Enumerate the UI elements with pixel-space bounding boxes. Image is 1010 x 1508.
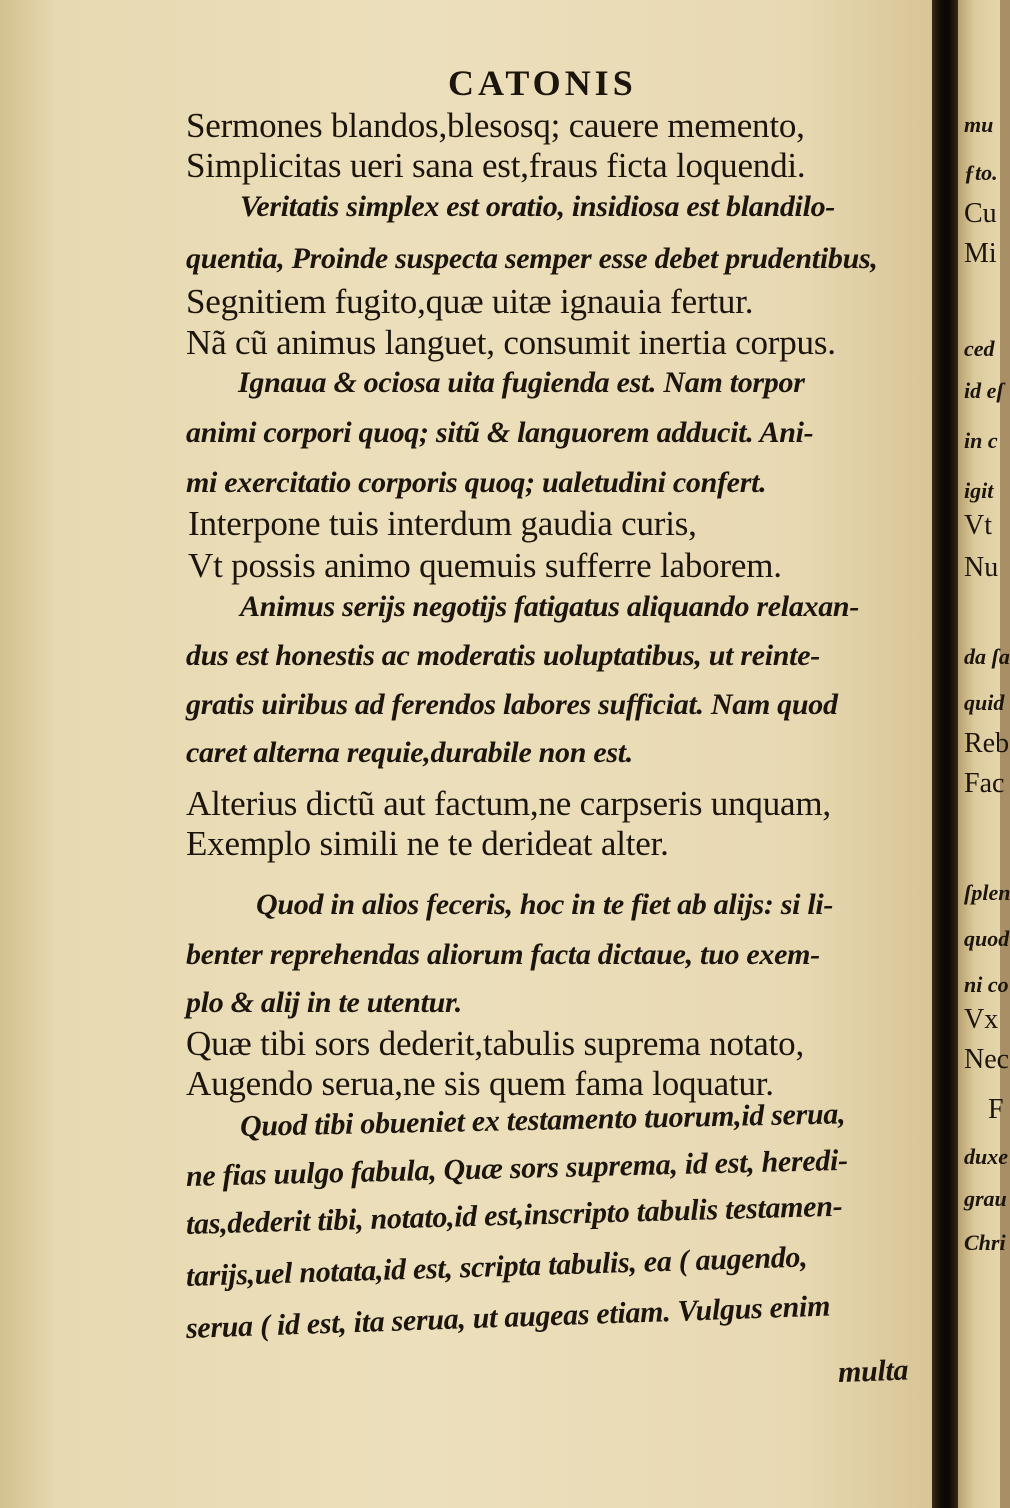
facing-fragment: ni co <box>964 972 1009 997</box>
commentary-line: tarijs,uel notata,id est, scripta tabulis, ea ( augendo, <box>185 1240 808 1293</box>
facing-fragment: Vx <box>964 1004 999 1035</box>
facing-fragment: quod <box>964 926 1010 951</box>
text-line: Nã cũ animus languet, consumit inertia corpus. <box>186 323 836 362</box>
facing-fragment: igit <box>964 478 994 503</box>
text-line: Simplicitas ueri sana est,fraus ficta loquendi. <box>186 146 806 185</box>
facing-fragment: ƒto. <box>964 160 998 185</box>
commentary-line: ne fias uulgo fabula, Quæ sors suprema, id est, heredi- <box>185 1143 849 1193</box>
catchword: multa <box>837 1353 909 1389</box>
facing-fragment: ſplen <box>964 880 1010 905</box>
commentary-line: serua ( id est, ita serua, ut augeas etiam. Vulgus enim <box>185 1289 831 1345</box>
text-line: Quæ tibi sors dederit,tabulis suprema notato, <box>186 1024 804 1063</box>
running-title: CATONIS <box>448 63 637 103</box>
facing-fragment: Vt <box>964 510 992 541</box>
facing-fragment: duxe <box>964 1144 1008 1169</box>
facing-fragment: ced <box>964 336 995 361</box>
facing-fragment: F <box>988 1094 1004 1125</box>
facing-fragment: grau <box>964 1186 1007 1211</box>
facing-fragment: da ſa <box>964 644 1010 669</box>
commentary-line: animi corpori quoq; sitũ & languorem adducit. Ani- <box>186 416 814 449</box>
facing-fragment: in c <box>964 428 998 453</box>
commentary-line: gratis uiribus ad ferendos labores sufficiat. Nam quod <box>186 688 838 721</box>
commentary-line: dus est honestis ac moderatis uoluptatibus, ut reinte- <box>186 639 820 672</box>
commentary-line: plo & alij in te utentur. <box>186 986 462 1019</box>
facing-fragment: mu <box>964 112 994 137</box>
commentary-line: quentia, Proinde suspecta semper esse debet prudentibus, <box>186 242 878 275</box>
text-line: Sermones blandos,blesosq; cauere memento, <box>186 106 805 145</box>
facing-fragment: Fac <box>964 768 1005 799</box>
facing-fragment: id eſ <box>964 378 1004 403</box>
commentary-line: Quod in alios feceris, hoc in te fiet ab alijs: si li- <box>256 888 834 921</box>
facing-fragment: quid <box>964 690 1005 715</box>
text-line: Exemplo simili ne te derideat alter. <box>186 824 669 863</box>
text-line: Vt possis animo quemuis sufferre laborem. <box>188 546 782 585</box>
commentary-line: Animus serijs negotijs fatigatus aliquando relaxan- <box>240 590 860 623</box>
text-line: Interpone tuis interdum gaudia curis, <box>188 504 697 543</box>
text-line: Augendo serua,ne sis quem fama loquatur. <box>186 1064 774 1103</box>
commentary-line: Quod tibi obueniet ex testamento tuorum,id serua, <box>239 1097 846 1143</box>
commentary-line: Veritatis simplex est oratio, insidiosa est blandilo- <box>240 190 835 223</box>
facing-fragment: Nec <box>964 1044 1010 1075</box>
commentary-line: caret alterna requie,durabile non est. <box>186 736 633 769</box>
text-line: Segnitiem fugito,quæ uitæ ignauia fertur. <box>186 282 754 321</box>
facing-page <box>958 0 1010 1508</box>
facing-fragment: Nu <box>964 552 999 583</box>
commentary-line: mi exercitatio corporis quoq; ualetudini confert. <box>186 466 767 499</box>
commentary-line: Ignaua & ociosa uita fugienda est. Nam torpor <box>238 366 805 399</box>
facing-fragment: Reb <box>964 728 1010 759</box>
facing-fragment: Cu <box>964 198 997 229</box>
commentary-line: tas,dederit tibi, notato,id est,inscripto tabulis testamen- <box>185 1189 843 1241</box>
facing-fragment: Chri <box>964 1230 1006 1255</box>
commentary-line: benter reprehendas aliorum facta dictaue, tuo exem- <box>186 938 820 971</box>
facing-fragment: Mi <box>964 238 997 269</box>
text-line: Alterius dictũ aut factum,ne carpseris unquam, <box>186 784 831 823</box>
